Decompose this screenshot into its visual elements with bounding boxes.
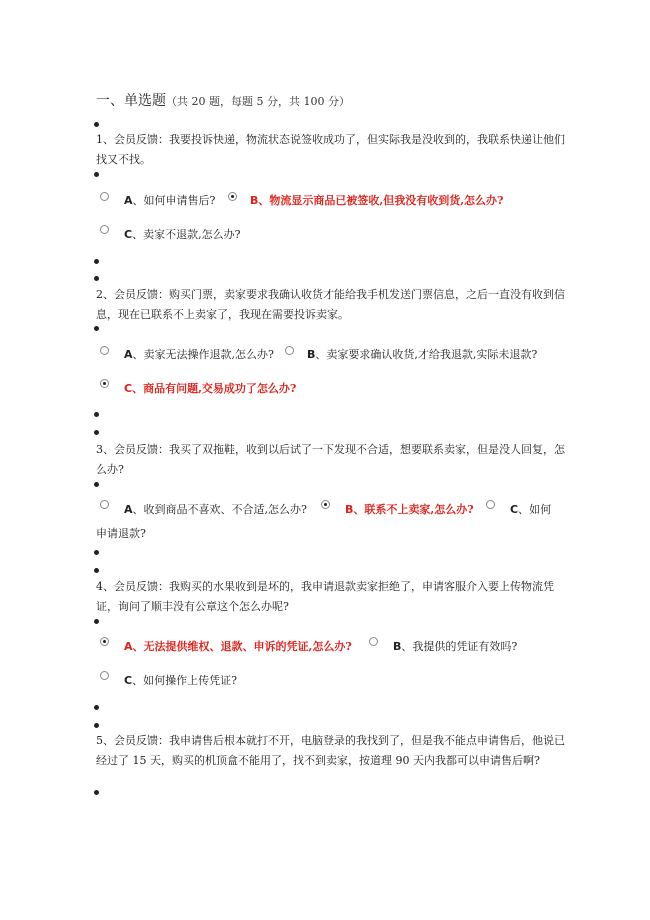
list-bullet [94,412,99,417]
option-text: 、如何操作上传凭证? [132,674,237,687]
question-4-text: 4、会员反馈：我购买的水果收到是坏的，我申请退款卖家拒绝了，申请客服介入要上传物流凭证，询问了顺丰没有公章这个怎么办呢? [96,580,554,613]
option-letter: A [124,348,133,361]
option-q4-a[interactable] [124,639,352,655]
option-letter: C [124,674,133,687]
radio-q1-a[interactable] [100,192,109,201]
option-letter: C [124,228,133,241]
option-text: 、无法提供维权、退款、申诉的凭证,怎么办? [132,640,352,653]
option-letter: B [250,194,259,207]
option-letter: B [307,348,316,361]
question-3-text: 3、会员反馈：我买了双拖鞋，收到以后试了一下发现不合适，想要联系卖家，但是没人回复，怎么办? [96,443,565,476]
option-q4-b[interactable] [393,639,517,655]
list-bullet [94,790,99,795]
radio-q4-b[interactable] [369,637,378,646]
option-q1-b[interactable] [250,193,504,209]
option-text: 、如何 [518,503,552,516]
radio-q3-a[interactable] [100,500,109,509]
list-bullet [94,430,99,435]
section-subtitle: （共 20 题，每题 5 分，共 100 分） [166,95,350,108]
option-q3-a[interactable] [124,502,307,518]
list-bullet [94,705,99,710]
option-letter: A [124,640,133,653]
radio-q3-b[interactable] [321,500,330,509]
list-bullet [94,172,99,177]
list-bullet [94,276,99,281]
list-bullet [94,326,99,331]
option-text: 、物流显示商品已被签收,但我没有收到货,怎么办? [258,194,504,207]
option-text: 、如何申请售后? [132,194,216,207]
option-text: 、联系不上卖家,怎么办? [353,503,474,516]
radio-q2-c[interactable] [100,379,109,388]
list-bullet [94,550,99,555]
question-5-text: 5、会员反馈：我申请售后根本就打不开，电脑登录的我找到了，但是我不能点申请售后，他说已经过了 15 天，购买的机顶盒不能用了，找不到卖家，按道理 90 天内我都可以申请售后啊? [96,734,565,767]
list-bullet [94,259,99,264]
option-q2-a[interactable] [124,347,274,363]
section-title [96,90,350,110]
option-q1-a[interactable] [124,193,215,209]
radio-q3-c[interactable] [486,500,495,509]
list-bullet [94,482,99,487]
option-text: 申请退款? [96,527,146,540]
radio-q2-b[interactable] [285,346,294,355]
section-title-text: 一、单选题 [96,93,166,109]
list-bullet [94,568,99,573]
radio-q1-b[interactable] [228,192,237,201]
option-text: 、收到商品不喜欢、不合适,怎么办? [132,503,307,516]
question-1-text: 1、会员反馈：我要投诉快递，物流状态说签收成功了，但实际我是没收到的，我联系快递让他们找又不找。 [96,133,565,166]
radio-q2-a[interactable] [100,346,109,355]
option-letter: C [510,503,519,516]
option-letter: B [393,640,402,653]
question-2-text: 2、会员反馈：购买门票，卖家要求我确认收货才能给我手机发送门票信息，之后一直没有收到信息，现在已联系不上卖家了，我现在需要投诉卖家。 [96,288,565,321]
list-bullet [94,619,99,624]
option-letter: C [124,382,133,395]
option-q2-b[interactable] [307,347,537,363]
option-q2-c[interactable] [124,381,296,397]
option-q3-b[interactable] [345,502,474,518]
option-text: 、我提供的凭证有效吗? [401,640,518,653]
option-text: 、商品有问题,交易成功了怎么办? [132,382,297,395]
list-bullet [94,122,99,127]
option-q4-c[interactable] [124,673,237,689]
option-text: 、卖家无法操作退款,怎么办? [132,348,274,361]
option-q1-c[interactable] [124,227,240,243]
option-text: 、卖家要求确认收货,才给我退款,实际未退款? [315,348,538,361]
radio-q4-a[interactable] [100,637,109,646]
option-q3-c[interactable] [510,502,551,518]
radio-q4-c[interactable] [100,671,109,680]
option-text: 、卖家不退款,怎么办? [132,228,241,241]
option-letter: B [345,503,354,516]
option-letter: A [124,503,133,516]
option-q3-c-continued [96,526,146,542]
list-bullet [94,723,99,728]
option-letter: A [124,194,133,207]
radio-q1-c[interactable] [100,225,109,234]
